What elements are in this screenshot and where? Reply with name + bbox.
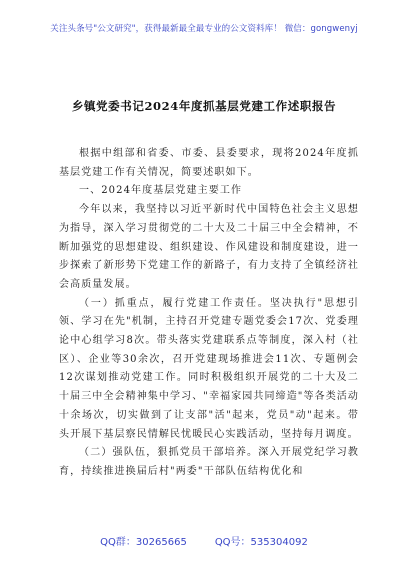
qq-number-label: QQ号：535304092: [214, 537, 308, 548]
item-paragraph-1: （一）抓重点，履行党建工作责任。坚决执行"思想引领、学习在先"机制，主持召开党建专题党委会17次、党委理论中心组学习8次。带头落实党建联系点等制度，深入村（社区）、企业等30余次，召开党建现场推进会11次、专题例会12次谋划推动党建工作。同时积极组织开展党的二十大及二十届三中全会精神集中学习、"幸福家园共同缔造"等各类活动十余场次，切实做到了让支部"活"起来，党员"动"起来。带头开展下基层察民情解民忧暖民心实践活动，坚持每月调度。: [59, 297, 359, 440]
qq-group-label: QQ群：30265665: [100, 537, 187, 548]
item-paragraph-2: （二）强队伍，狠抓党员干部培养。深入开展党纪学习教育，持续推进换届后村"两委"干部队伍结构优化和: [59, 447, 359, 477]
section-intro-paragraph: 今年以来，我坚持以习近平新时代中国特色社会主义思想为指导，深入学习贯彻党的二十大及二十届三中全会精神，不断加强党的思想建设、组织建设、作风建设和制度建设，进一步探索了新形势下党建工作的新路子，有力支持了全镇经济社会高质量发展。: [59, 204, 359, 290]
contact-footer: [0, 533, 408, 548]
intro-paragraph: 根据中组部和省委、市委、县委要求，现将2024年度抓基层党建工作有关情况，简要述职如下。: [59, 148, 359, 178]
promo-header: 关注头条号"公文研究"，获得最新最全最专业的公文资料库！ 微信：gongwenyj: [50, 24, 358, 34]
document-body: [59, 145, 359, 482]
section-heading: 一、2024年度基层党建主要工作: [79, 185, 243, 197]
document-title: 乡镇党委书记2024年度抓基层党建工作述职报告: [71, 99, 337, 113]
